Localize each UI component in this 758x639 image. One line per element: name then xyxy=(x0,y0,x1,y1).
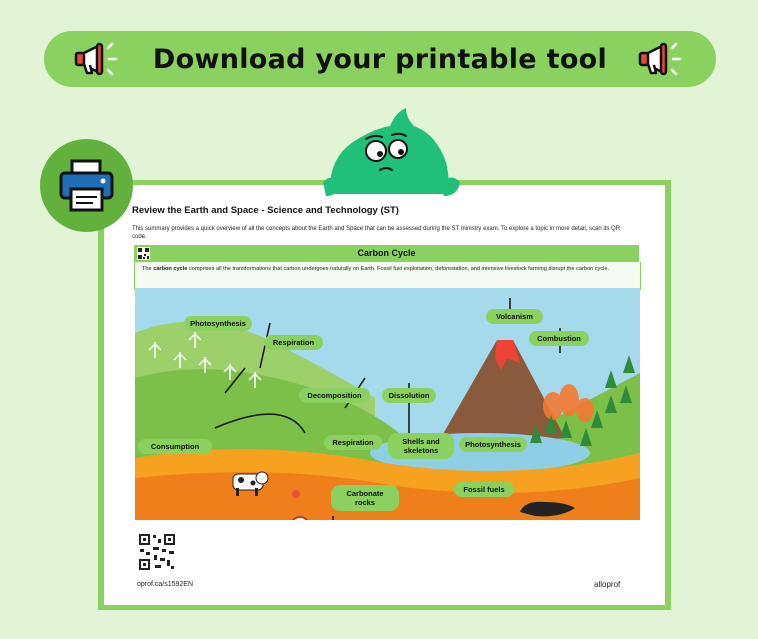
megaphone-icon xyxy=(636,40,688,78)
qr-code-image xyxy=(137,532,177,572)
section-description: The carbon cycle comprises all the transformations that carbon undergoes naturally on Earth. Fossil fuel exploitation, deforestation, and intensive livestock farming disrupt the carbon cycle. xyxy=(134,262,641,290)
label-carbonate-rocks: Carbonate rocks xyxy=(331,485,399,511)
download-banner[interactable] xyxy=(44,31,716,87)
label-respiration-water: Respiration xyxy=(324,435,382,450)
label-decomposition: Decomposition xyxy=(299,388,370,403)
section-header xyxy=(134,245,639,262)
document-title: Review the Earth and Space - Science and Technology (ST) xyxy=(132,205,399,216)
label-combustion: Combustion xyxy=(529,331,589,346)
label-respiration-top: Respiration xyxy=(264,335,323,350)
label-shells-and-skeletons: Shells and skeletons xyxy=(388,433,454,459)
source-url[interactable]: oprof.ca/s1592EN xyxy=(137,581,194,588)
printer-badge[interactable] xyxy=(40,139,133,232)
description-term: carbon cycle xyxy=(153,266,188,272)
label-fossil-fuels: Fossil fuels xyxy=(454,482,514,497)
brand-name: alloprof xyxy=(594,580,621,589)
section-title: Carbon Cycle xyxy=(357,248,416,258)
megaphone-icon xyxy=(72,40,124,78)
printable-page xyxy=(104,185,665,605)
mascot xyxy=(318,104,468,196)
label-photosynthesis-right: Photosynthesis xyxy=(459,437,527,452)
document-intro: This summary provides a quick overview of all the concepts about the Earth and Space that can be assessed during the ST ministry exam. To explore a topic in more detail, scan its QR code. xyxy=(132,226,621,240)
banner-title: Download your printable tool xyxy=(152,43,608,75)
label-consumption: Consumption xyxy=(138,439,212,454)
label-photosynthesis-left: Photosynthesis xyxy=(184,316,252,331)
printable-preview-card[interactable] xyxy=(98,180,671,610)
printer-icon xyxy=(58,158,115,213)
label-dissolution: Dissolution xyxy=(382,388,436,403)
label-volcanism: Volcanism xyxy=(486,309,543,324)
